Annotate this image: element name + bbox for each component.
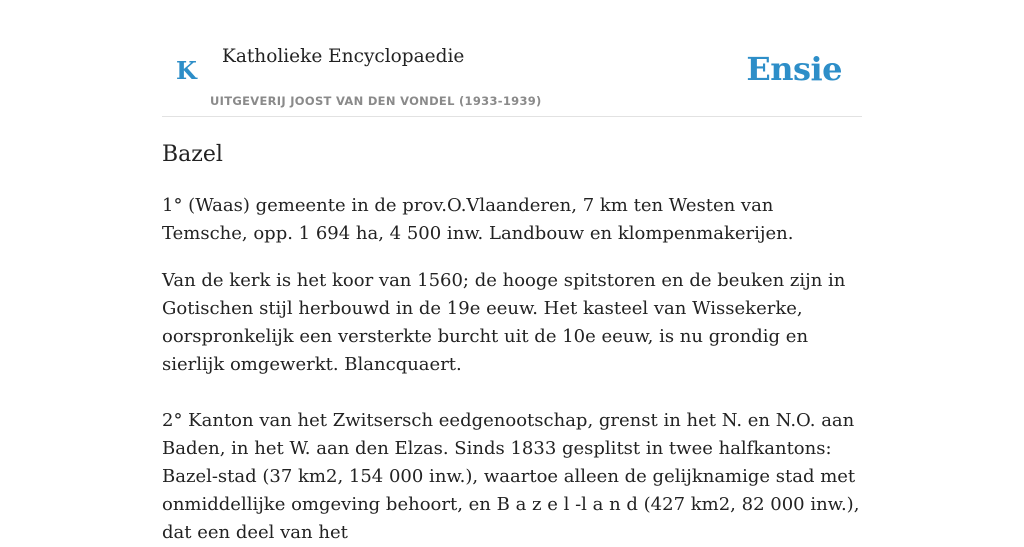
site-header bbox=[162, 0, 862, 117]
publication-title[interactable]: Katholieke Encyclopaedie bbox=[222, 46, 465, 67]
article-paragraph: 2° Kanton van het Zwitsersch eedgenootschap, grenst in het N. en N.O. aan Baden, in het W. aan den Elzas. Sinds 1833 gesplitst in twee halfkantons: Bazel-stad (37 km2, 154 000 inw.), waartoe alleen de gelijknamige stad met onmiddellijke omgeving behoort, en B a z e l -l a n d (427 km2, 82 000 inw.), dat een deel van het bbox=[162, 410, 860, 543]
article bbox=[162, 140, 862, 543]
article-paragraph: 1° (Waas) gemeente in de prov.O.Vlaanderen, 7 km ten Westen van Temsche, opp. 1 694 ha, 4 500 inw. Landbouw en klompenmakerijen. bbox=[162, 195, 794, 244]
article-paragraph: Van de kerk is het koor van 1560; de hooge spitstoren en de beuken zijn in Gotischen stijl herbouwd in de 19e eeuw. Het kasteel van Wissekerke, oorspronkelijk een versterkte burcht uit de 10e eeuw, is nu grondig en sierlijk omgewerkt. Blancquaert. bbox=[162, 270, 846, 375]
article-title: Bazel bbox=[162, 142, 223, 167]
ensie-brand-link[interactable]: Ensie bbox=[746, 50, 842, 88]
encyclopedia-logo[interactable]: K bbox=[176, 56, 197, 85]
publication-subtitle: UITGEVERIJ JOOST VAN DEN VONDEL (1933-1939) bbox=[210, 94, 542, 108]
